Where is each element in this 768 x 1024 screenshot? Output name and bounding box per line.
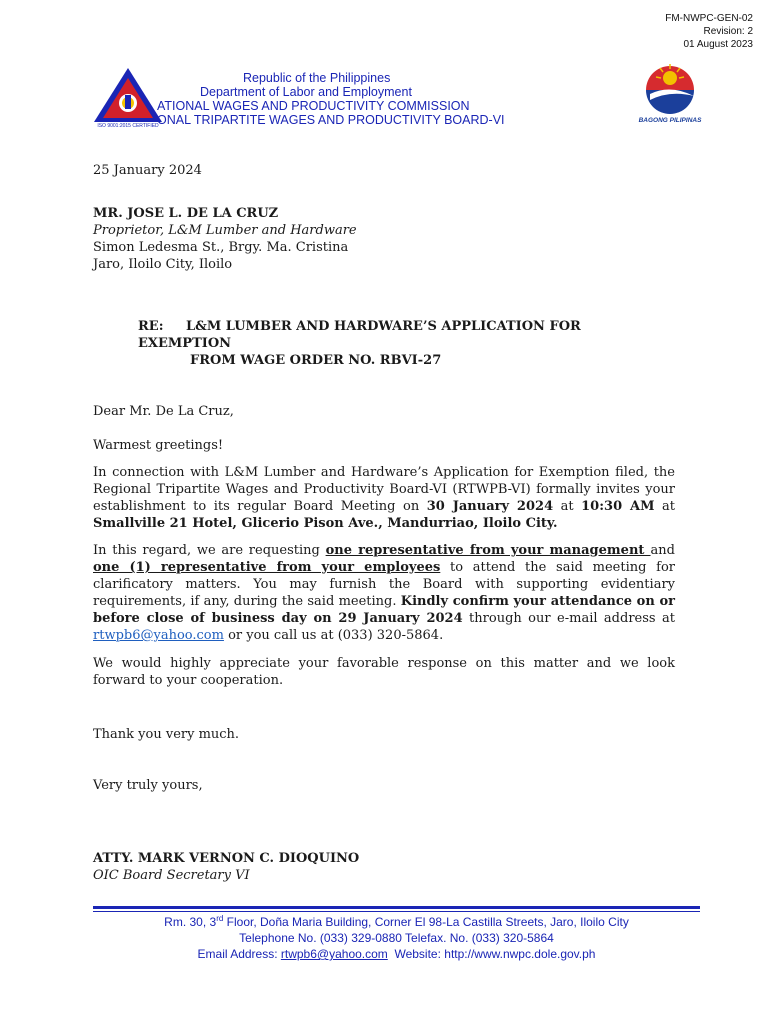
- management-representative: one representative from your management: [325, 543, 651, 558]
- signatory-name: ATTY. MARK VERNON C. DIOQUINO: [93, 851, 360, 866]
- footer-divider-thin: [93, 911, 700, 912]
- letterhead: [100, 71, 560, 127]
- footer-divider: [93, 906, 700, 909]
- letterhead-department: Department of Labor and Employment: [200, 85, 412, 99]
- letterhead-commission: ATIONAL WAGES AND PRODUCTIVITY COMMISSION: [157, 99, 470, 113]
- letterhead-board: ONAL TRIPARTITE WAGES AND PRODUCTIVITY BOARD-VI: [157, 113, 505, 127]
- form-code-block: [665, 12, 753, 51]
- employee-representative: one (1) representative from your employees: [93, 560, 441, 575]
- footer-email-label: Email Address:: [197, 947, 281, 961]
- subject-line2: FROM WAGE ORDER NO. RBVI-27: [190, 353, 442, 368]
- footer-email-link[interactable]: rtwpb6@yahoo.com: [280, 947, 388, 961]
- meeting-venue: Smallville 21 Hotel, Glicerio Pison Ave., Mandurriao, Iloilo City.: [93, 516, 558, 531]
- recipient-block: [93, 205, 675, 273]
- para1-text3: at: [654, 499, 676, 514]
- recipient-address-line2: Jaro, Iloilo City, Iloilo: [93, 257, 233, 272]
- subject-block: [138, 318, 678, 369]
- footer-address: [93, 914, 700, 930]
- footer-website: Website: http://www.nwpc.dole.gov.ph: [387, 947, 596, 961]
- paragraph-closing: We would highly appreciate your favorable response on this matter and we look forward to your cooperation.: [93, 656, 675, 688]
- footer-address-part2: Floor, Doña Maria Building, Corner El 98-La Castilla Streets, Jaro, Iloilo City: [223, 915, 629, 929]
- greeting: Warmest greetings!: [93, 438, 224, 453]
- para2-text5: or you call us at (033) 320-5864.: [223, 628, 444, 643]
- subject-line1: L&M LUMBER AND HARDWARE’S APPLICATION FOR EXEMPTION: [138, 319, 581, 351]
- subject-label: RE:: [138, 319, 164, 334]
- para2-text2: and: [650, 543, 675, 558]
- footer-contact: [93, 946, 700, 962]
- email-link[interactable]: rtwpb6@yahoo.com: [93, 628, 224, 643]
- para1-text1: In connection with L&M Lumber and Hardware’s Application for Exemption filed, the Regional Tripartite Wages and Productivity Board-VI (RTWPB-VI) formally invites your establishment to its regular Board Meeting on: [93, 465, 675, 514]
- bagong-pilipinas-logo-icon: [636, 60, 708, 126]
- recipient-title: Proprietor, L&M Lumber and Hardware: [93, 223, 357, 238]
- footer: [93, 914, 700, 962]
- salutation: Dear Mr. De La Cruz,: [93, 404, 234, 419]
- paragraph-request: [93, 542, 675, 644]
- signatory-title: OIC Board Secretary VI: [93, 868, 250, 883]
- iso-certified-text: ISO 9001:2015 CERTIFIED: [97, 123, 159, 128]
- thank-you-line: Thank you very much.: [93, 727, 240, 742]
- form-revision: Revision: 2: [703, 26, 753, 37]
- footer-address-superscript: rd: [216, 914, 224, 923]
- signatory-block: [93, 850, 675, 884]
- para2-text1: In this regard, we are requesting: [93, 543, 326, 558]
- confirmation-deadline: Kindly confirm your attendance on or before close of business day on 29 January 2024: [93, 594, 675, 626]
- letter-date: 25 January 2024: [93, 163, 202, 178]
- footer-phone: Telephone No. (033) 329-0880 Telefax. No. (033) 320-5864: [239, 931, 554, 945]
- para2-text3: to attend the said meeting for clarificatory matters. You may furnish the Board with supporting evidentiary requirements, if any, during the said meeting.: [93, 560, 675, 609]
- meeting-date: 30 January 2024: [426, 499, 554, 514]
- para1-text2: at: [553, 499, 582, 514]
- form-code: FM-NWPC-GEN-02: [665, 13, 753, 24]
- recipient-address-line1: Simon Ledesma St., Brgy. Ma. Cristina: [93, 240, 349, 255]
- recipient-name: MR. JOSE L. DE LA CRUZ: [93, 206, 279, 221]
- meeting-time: 10:30 AM: [581, 499, 655, 514]
- footer-address-part1: Rm. 30, 3: [164, 915, 217, 929]
- para2-text4: through our e-mail address at: [462, 611, 675, 626]
- paragraph-invitation: [93, 464, 675, 532]
- form-revision-date: 01 August 2023: [683, 39, 753, 50]
- bagong-pilipinas-text: BAGONG PILIPINAS: [638, 117, 702, 124]
- letterhead-republic: Republic of the Philippines: [243, 71, 391, 85]
- complimentary-close: Very truly yours,: [93, 778, 203, 793]
